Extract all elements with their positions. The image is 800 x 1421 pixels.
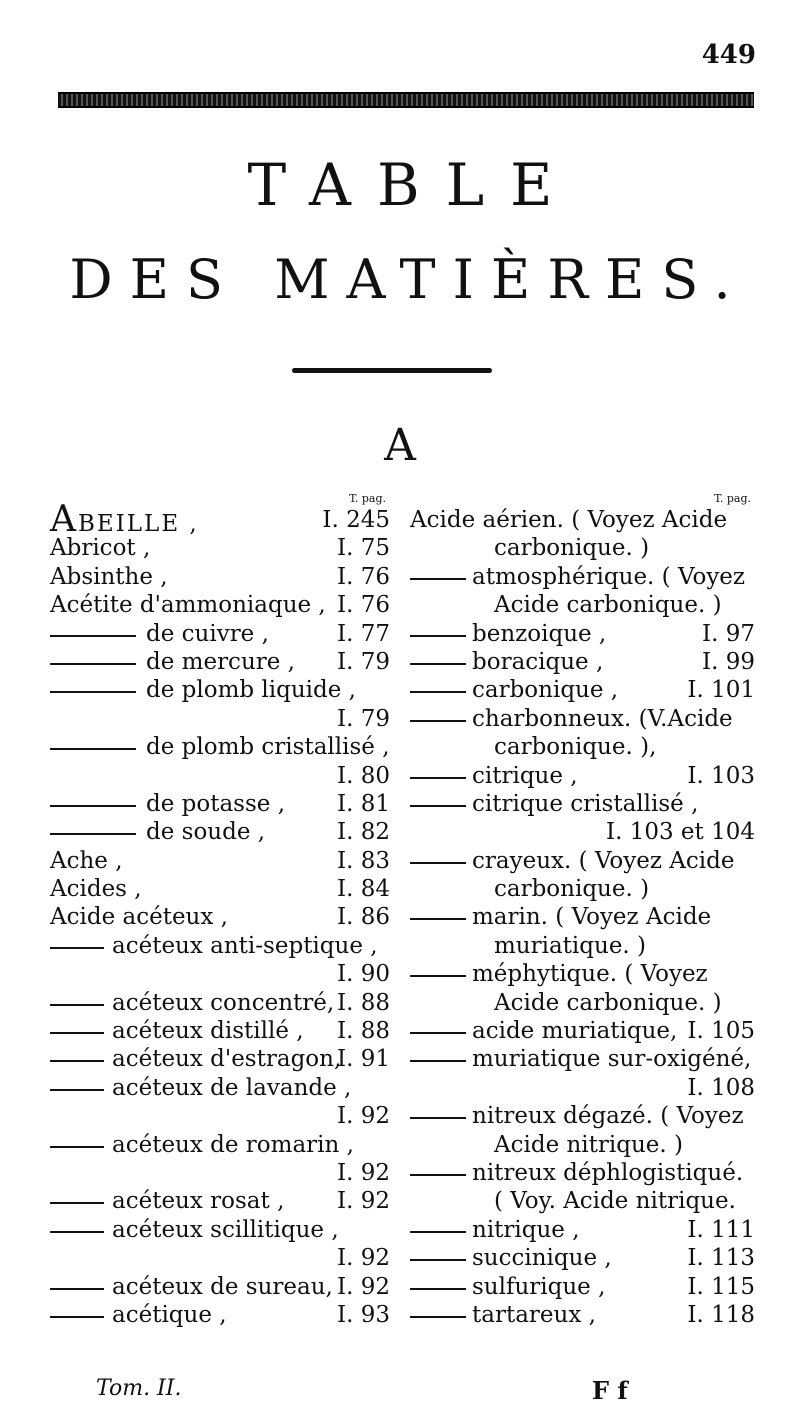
top-ornamental-rule [58,92,754,108]
ditto-dash [50,748,136,750]
index-entry-text: acéteux scillitique , [112,1216,339,1243]
page-title: TABLE [247,151,579,219]
ditto-dash [410,777,466,779]
index-entry-page: I. 245 [322,507,390,533]
index-entry [410,818,755,846]
index-entry [410,733,755,761]
index-entry-text: de cuivre , [146,620,269,647]
ditto-dash [50,691,136,693]
index-entry [50,1131,390,1159]
index-entry-text: ABEILLE , [50,499,199,540]
index-entry [410,1301,755,1329]
index-entry-text: carbonique. ), [494,734,657,761]
ditto-dash [410,975,466,977]
index-entry [410,989,755,1017]
index-entry-text: citrique , [472,762,578,789]
index-entry [50,1244,390,1272]
ditto-dash [410,1316,466,1318]
index-entry [50,1273,390,1301]
ditto-dash [50,1288,104,1290]
column-head: T. pag. [349,492,386,505]
index-entry-page: I. 111 [687,1216,755,1243]
ditto-dash [410,720,466,722]
index-entry-text: de potasse , [146,790,286,817]
ditto-dash [50,1060,104,1062]
ditto-dash [410,1174,466,1176]
index-entry-page: I. 90 [337,961,390,988]
index-entry [50,620,390,648]
ditto-dash [410,805,466,807]
index-entry [50,1216,390,1244]
index-entry-page: I. 97 [702,620,755,647]
index-entry-text: méphytique. ( Voyez [472,961,708,988]
ditto-dash [410,635,466,637]
ditto-dash [410,1259,466,1261]
index-entry-page: I. 92 [337,1245,390,1272]
index-entry [410,847,755,875]
index-entry-page: I. 76 [337,592,390,619]
index-entry-text: tartareux , [472,1301,596,1328]
index-entry-text: acide muriatique, [472,1018,678,1045]
index-entry-text: carbonique. ) [494,876,650,903]
index-entry-text: acéteux de romarin , [112,1131,354,1158]
ditto-dash [50,1004,104,1006]
index-entry [50,1045,390,1073]
index-entry-text: acéteux de lavande , [112,1074,352,1101]
index-entry [410,676,755,704]
index-entry-text: benzoique , [472,620,607,647]
index-entry [50,1159,390,1187]
ditto-dash [50,1032,104,1034]
index-entry [410,705,755,733]
index-entry [410,903,755,931]
ditto-dash [50,663,136,665]
index-entry [50,648,390,676]
index-entry [50,534,390,562]
index-entry [410,1017,755,1045]
index-entry [50,676,390,704]
index-entry [410,1187,755,1215]
index-entry-text: marin. ( Voyez Acide [472,904,712,931]
index-entry-page: I. 113 [687,1245,755,1272]
index-entry [50,705,390,733]
index-entry [410,563,755,591]
page-subtitle: DES MATIÈRES. [69,248,748,311]
index-entry-text: crayeux. ( Voyez Acide [472,847,735,874]
index-entry-page: I. 99 [702,648,755,675]
index-entry-page: I. 81 [337,790,390,817]
index-entry-text: Acide carbonique. ) [494,989,722,1016]
index-entry-page: I. 101 [687,677,755,704]
index-entry-page: I. 92 [337,1103,390,1130]
index-entry-page: I. 88 [337,989,390,1016]
ditto-dash [50,1231,104,1233]
index-entry-page: I. 77 [337,620,390,647]
page-number: 449 [701,40,756,70]
index-entry [410,1244,755,1272]
index-entry [50,499,390,540]
index-entry-text: acéteux distillé , [112,1018,304,1045]
ditto-dash [50,1202,104,1204]
ditto-dash [410,578,466,580]
index-entry [410,1216,755,1244]
index-entry-text: nitrique , [472,1216,580,1243]
index-entry-text: muriatique. ) [494,932,647,959]
ditto-dash [410,1060,466,1062]
index-entry-text: charbonneux. (V.Acide [472,705,733,732]
volume-marker: Tom. II. [96,1376,182,1401]
ditto-dash [50,635,136,637]
index-entry [410,960,755,988]
ditto-dash [410,1032,466,1034]
index-entry-text: acétique , [112,1301,227,1328]
index-entry [50,790,390,818]
section-letter: A [384,420,416,471]
index-entry-text: ( Voy. Acide nitrique. [494,1188,736,1215]
ditto-dash [50,805,136,807]
ditto-dash [410,862,466,864]
index-list-right [410,506,755,1329]
index-entry [50,1187,390,1215]
index-entry-text: de soude , [146,819,266,846]
index-entry-page: I. 79 [337,648,390,675]
index-entry [50,563,390,591]
index-entry [50,989,390,1017]
index-entry-page: I. 88 [337,1018,390,1045]
index-entry-text: Acide carbonique. ) [494,592,722,619]
index-entry [50,1102,390,1130]
index-entry-text: acéteux de sureau, [112,1273,333,1300]
index-entry-text: Acide nitrique. ) [494,1131,683,1158]
index-entry [50,1017,390,1045]
index-entry [50,1301,390,1329]
index-entry [410,1074,755,1102]
index-entry-text: citrique cristallisé , [472,790,699,817]
index-entry-page: I. 84 [337,876,390,903]
index-entry-page: I. 108 [687,1074,755,1101]
index-entry [50,903,390,931]
index-entry [410,790,755,818]
index-entry [410,1159,755,1187]
index-entry-text: atmosphérique. ( Voyez [472,563,746,590]
section-divider [292,368,492,373]
index-entry-page: I. 82 [337,819,390,846]
index-entry [50,932,390,960]
index-entry [50,1074,390,1102]
index-entry [410,534,755,562]
index-entry-page: I. 105 [687,1018,755,1045]
index-entry-text: Acétite d'ammoniaque , [50,592,326,619]
column-head: T. pag. [714,492,751,505]
index-entry-page: I. 80 [337,762,390,789]
index-entry [50,591,390,619]
index-entry-text: acéteux anti-septique , [112,932,378,959]
index-entry-page: I. 103 et 104 [606,819,755,846]
index-list-left [50,499,390,1329]
index-entry [410,1273,755,1301]
signature-mark: F f [592,1376,628,1405]
ditto-dash [50,833,136,835]
index-entry-text: acéteux concentré, [112,989,335,1016]
index-entry [50,818,390,846]
index-entry-page: I. 92 [337,1273,390,1300]
index-entry [50,960,390,988]
index-entry [410,1045,755,1073]
index-entry-text: acéteux d'estragon, [112,1046,342,1073]
ditto-dash [410,1231,466,1233]
index-entry [410,875,755,903]
index-entry-text: Ache , [50,847,123,874]
index-entry-text: Acides , [50,876,142,903]
index-entry [50,847,390,875]
index-entry [50,762,390,790]
ditto-dash [410,918,466,920]
ditto-dash [50,1089,104,1091]
index-entry [410,1131,755,1159]
index-entry [410,620,755,648]
ditto-dash [410,1117,466,1119]
index-entry-page: I. 103 [687,762,755,789]
index-entry [410,932,755,960]
index-entry-text: Acide aérien. ( Voyez Acide [410,507,728,533]
index-entry-text: acéteux rosat , [112,1188,285,1215]
index-entry-page: I. 83 [337,847,390,874]
ditto-dash [410,691,466,693]
index-entry-page: I. 75 [337,535,390,562]
index-entry-text: nitreux déphlogistiqué. [472,1159,744,1186]
index-entry-text: muriatique sur-oxigéné, [472,1046,752,1073]
ditto-dash [50,1146,104,1148]
index-entry-text: de mercure , [146,648,295,675]
index-entry-page: I. 79 [337,705,390,732]
index-entry-page: I. 76 [337,563,390,590]
index-entry-page: I. 91 [337,1046,390,1073]
ditto-dash [50,947,104,949]
index-entry-text: boracique , [472,648,604,675]
index-entry-text: Absinthe , [50,563,168,590]
index-entry-text: de plomb cristallisé , [146,734,390,761]
index-entry-text: de plomb liquide , [146,677,356,704]
index-entry-text: carbonique , [472,677,619,704]
index-entry-page: I. 92 [337,1159,390,1186]
index-entry-text: Abricot , [50,535,151,562]
index-entry-page: I. 86 [337,904,390,931]
ditto-dash [410,1288,466,1290]
ditto-dash [410,663,466,665]
ditto-dash [50,1316,104,1318]
index-column-right [410,492,755,1329]
index-entry [50,733,390,761]
index-column-left [50,492,390,1329]
index-entry [410,762,755,790]
index-entry-text: nitreux dégazé. ( Voyez [472,1103,744,1130]
index-entry [410,648,755,676]
index-entry [50,875,390,903]
index-entry-page: I. 115 [687,1273,755,1300]
index-entry-text: sulfurique , [472,1273,606,1300]
index-entry-text: Acide acéteux , [50,904,228,931]
index-entry-page: I. 92 [337,1188,390,1215]
index-entry-text: succinique , [472,1245,612,1272]
index-entry-page: I. 118 [687,1301,755,1328]
index-entry [410,506,755,534]
index-entry-page: I. 93 [337,1301,390,1328]
index-entry-text: carbonique. ) [494,535,650,562]
index-entry [410,1102,755,1130]
index-entry [410,591,755,619]
